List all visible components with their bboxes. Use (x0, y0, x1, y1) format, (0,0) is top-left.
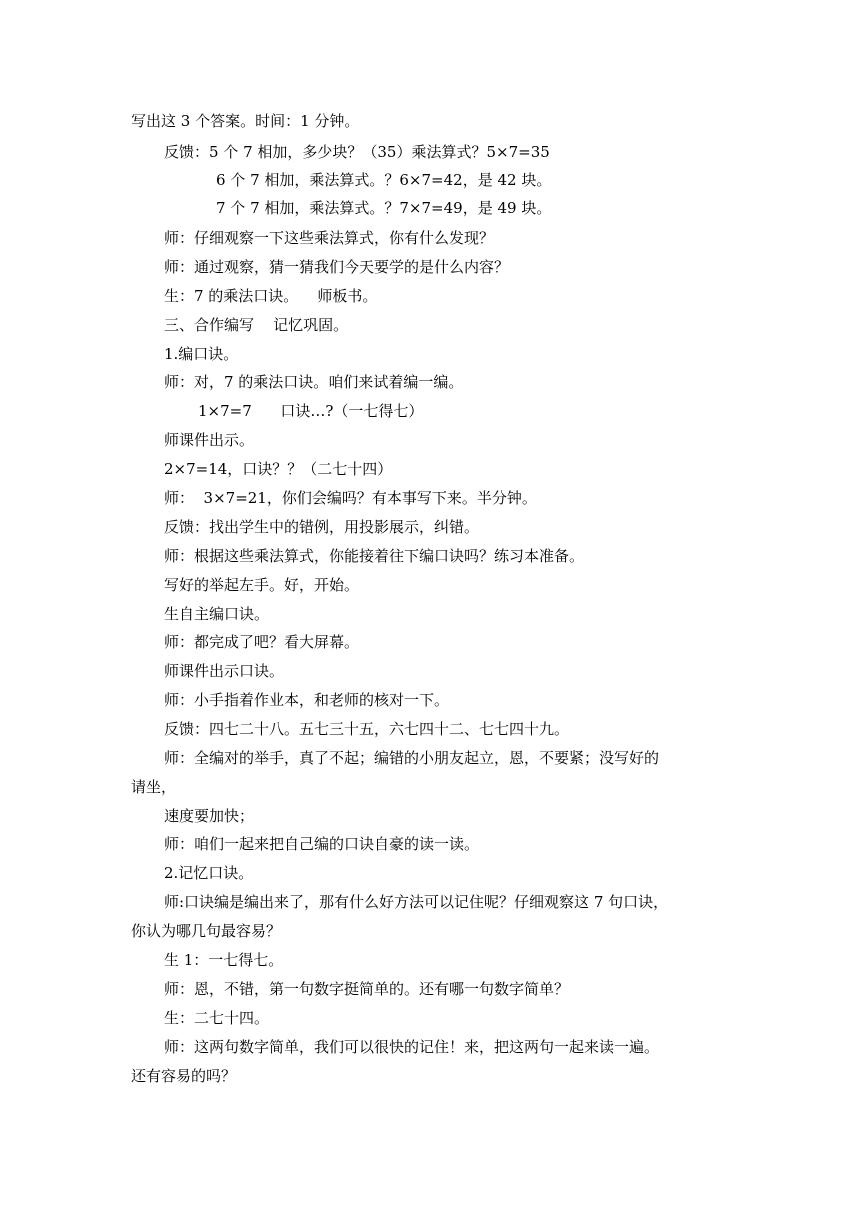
text-line: 反馈：5 个 7 相加，多少块？（35）乘法算式？5×7=35 (164, 143, 550, 161)
subsection-heading: 2.记忆口诀。 (164, 864, 254, 882)
text-line: 生自主编口诀。 (164, 605, 270, 623)
text-line: 请坐， (131, 778, 177, 796)
text-line: 反馈：四七二十八。五七三十五，六七四十二、七七四十九。 (164, 720, 570, 738)
text-line: 写出这 3 个答案。时间：1 分钟。 (131, 112, 360, 130)
text-line: 你认为哪几句最容易？ (131, 922, 282, 940)
section-heading: 三、合作编写 记忆巩固。 (164, 316, 349, 334)
text-line: 生：二七十四。 (164, 1009, 270, 1027)
text-line: 师：这两句数字简单，我们可以很快的记住！来，把这两句一起来读一遍。 (164, 1038, 660, 1056)
text-line: 7 个 7 相加，乘法算式。？7×7=49，是 49 块。 (216, 199, 552, 217)
text-line: 师课件出示口诀。 (164, 662, 285, 680)
text-line: 师： 3×7=21，你们会编吗？有本事写下来。半分钟。 (164, 489, 537, 507)
text-line: 师课件出示。 (164, 431, 255, 449)
text-line: 师：对，7 的乘法口诀。咱们来试着编一编。 (164, 373, 464, 391)
text-line: 反馈：找出学生中的错例，用投影展示，纠错。 (164, 518, 480, 536)
text-line: 还有容易的吗？ (131, 1067, 237, 1085)
text-line: 生：7 的乘法口诀。 师板书。 (164, 287, 378, 305)
text-line: 师：都完成了吧？看大屏幕。 (164, 633, 360, 651)
text-line: 速度要加快； (164, 807, 255, 825)
text-line: 师：根据这些乘法算式，你能接着往下编口诀吗？练习本准备。 (164, 547, 585, 565)
text-line: 写好的举起左手。好，开始。 (164, 576, 360, 594)
text-line: 2×7=14，口诀？？（二七十四） (164, 460, 393, 478)
text-line: 师:口诀编是编出来了，那有什么好方法可以记住呢？仔细观察这 7 句口诀， (164, 893, 669, 911)
text-line: 生 1：一七得七。 (164, 951, 284, 969)
text-line: 师：通过观察，猜一猜我们今天要学的是什么内容？ (164, 258, 510, 276)
text-line: 师：仔细观察一下这些乘法算式，你有什么发现？ (164, 229, 495, 247)
text-line: 1×7=7 口诀…?（一七得七） (198, 402, 424, 420)
text-line: 师：咱们一起来把自己编的口诀自豪的读一读。 (164, 835, 480, 853)
text-line: 师：全编对的举手，真了不起；编错的小朋友起立，恩，不要紧；没写好的 (164, 749, 660, 767)
text-line: 师：小手指着作业本，和老师的核对一下。 (164, 691, 450, 709)
text-line: 6 个 7 相加，乘法算式。？6×7=42，是 42 块。 (216, 171, 552, 189)
text-line: 师：恩，不错，第一句数字挺简单的。还有哪一句数字简单？ (164, 980, 570, 998)
subsection-heading: 1.编口诀。 (164, 345, 239, 363)
